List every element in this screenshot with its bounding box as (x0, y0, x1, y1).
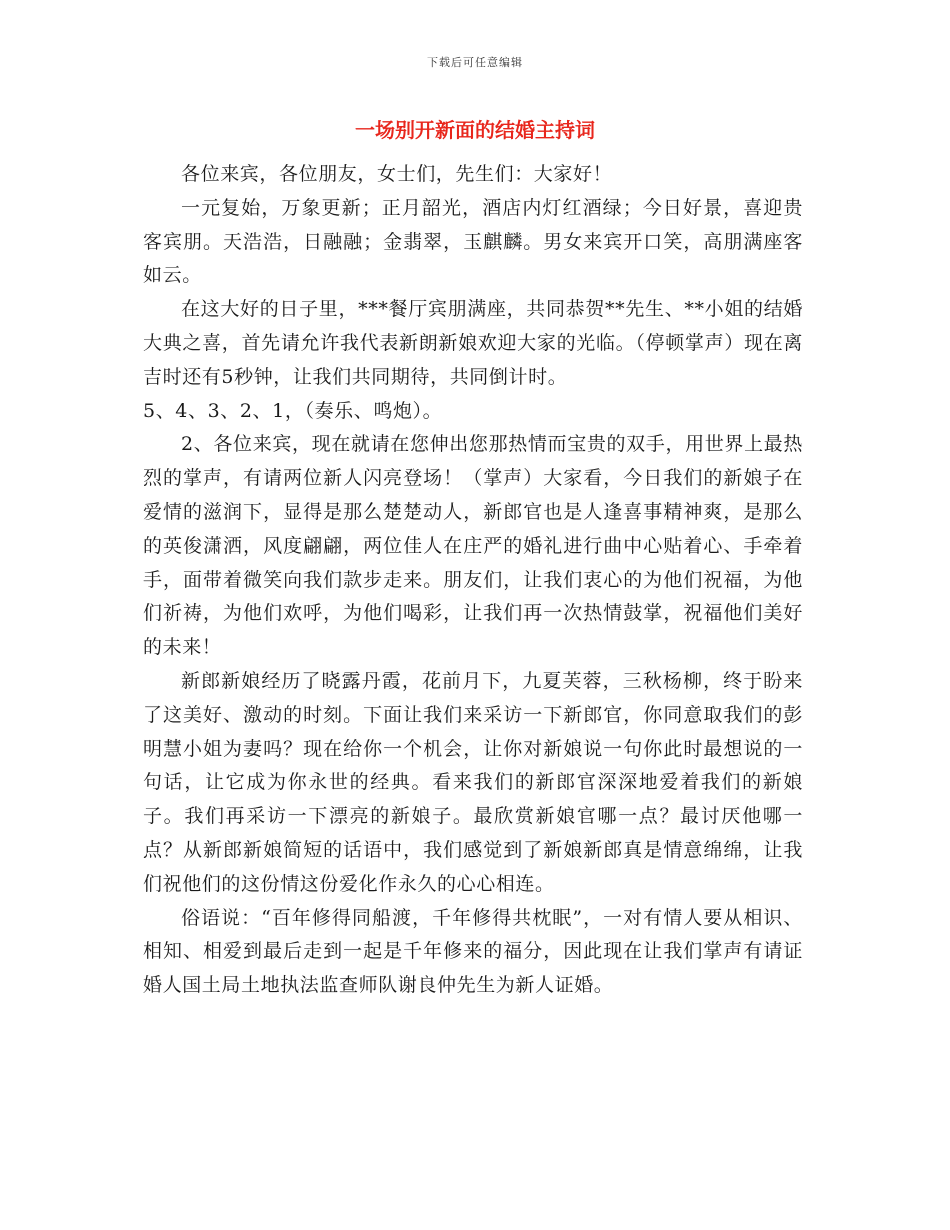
paragraph-interview: 新郎新娘经历了晓露丹霞，花前月下，九夏芙蓉，三秋杨柳，终于盼来了这美好、激动的时刻。下面让我们来采访一下新郎官，你同意取我们的彭明慧小姐为妻吗？现在给你一个机会，让你对新娘说一句你此时最想说的一句话，让它成为你永世的经典。看来我们的新郎官深深地爱着我们的新娘子。我们再采访一下漂亮的新娘子。最欣赏新娘官哪一点？最讨厌他哪一点？从新郎新娘简短的话语中，我们感觉到了新娘新郎真是情意绵绵，让我们祝他们的这份情这份爱化作永久的心心相连。 (143, 669, 803, 895)
paragraph-welcome: 在这大好的日子里，***餐厅宾朋满座，共同恭贺**先生、**小姐的结婚大典之喜，首先请允许我代表新朗新娘欢迎大家的光临。（停顿掌声）现在离吉时还有5秒钟，让我们共同期待，共同倒计时。 (143, 298, 803, 388)
paragraph-witness: 俗语说：“百年修得同船渡，千年修得共枕眠”，一对有情人要从相识、相知、相爱到最后走到一起是千年修来的福分，因此现在让我们掌声有请证婚人国土局土地执法监查师队谢良仲先生为新人证婚。 (143, 906, 803, 997)
header-note: 下载后可任意编辑 (427, 56, 523, 69)
document-title: 一场别开新面的结婚主持词 (355, 118, 595, 142)
paragraph-entrance: 2、各位来宾，现在就请在您伸出您那热情而宝贵的双手，用世界上最热烈的掌声，有请两位新人闪亮登场！（掌声）大家看，今日我们的新娘子在爱情的滋润下，显得是那么楚楚动人，新郎官也是人逢喜事精神爽，是那么的英俊潇洒，风度翩翩，两位佳人在庄严的婚礼进行曲中心贴着心、手牵着手，面带着微笑向我们款步走来。朋友们，让我们衷心的为他们祝福，为他们祈祷，为他们欢呼，为他们喝彩，让我们再一次热情鼓掌，祝福他们美好的未来！ (143, 433, 803, 659)
paragraph-countdown: 5、4、3、2、1，（奏乐、鸣炮）。 (143, 399, 443, 422)
paragraph-greeting: 各位来宾，各位朋友，女士们，先生们：大家好！ (181, 163, 613, 185)
document-body (143, 158, 803, 1003)
paragraph-opening-verse: 一元复始，万象更新；正月韶光，酒店内灯红酒绿；今日好景，喜迎贵客宾朋。天浩浩，日融融；金翡翠，玉麒麟。男女来宾开口笑，高朋满座客如云。 (143, 196, 803, 287)
